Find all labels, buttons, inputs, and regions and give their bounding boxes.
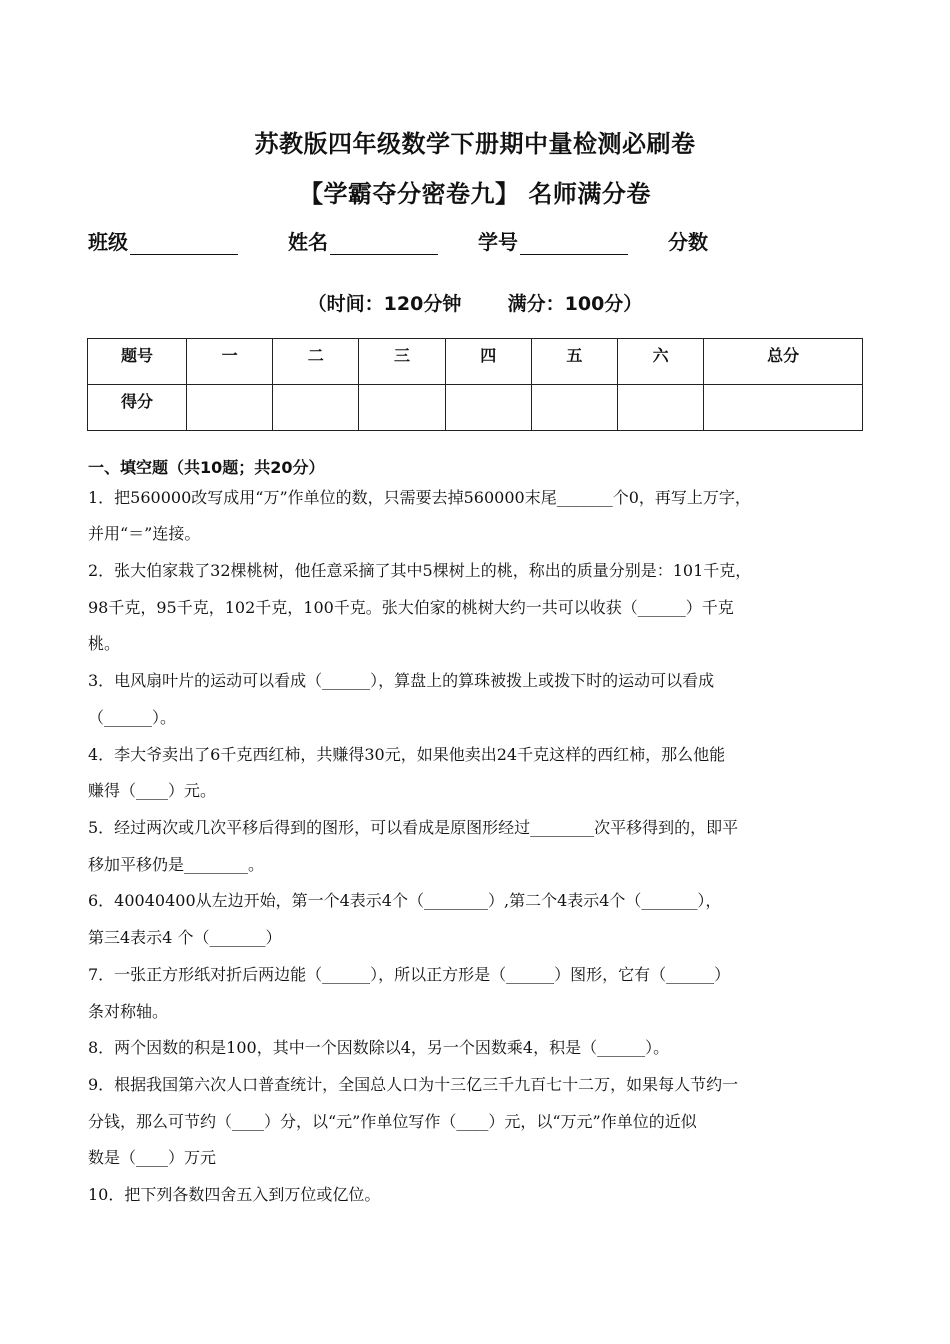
score-table-score-row — [88, 385, 863, 431]
section-title: 一、填空题（共10题；共20分） — [88, 458, 325, 477]
class-label: 班级 — [88, 230, 128, 254]
table-header-cell: 五 — [531, 339, 617, 385]
id-blank — [520, 234, 628, 255]
question-line: 赚得（____）元。 — [88, 781, 217, 800]
question-line: 9．根据我国第六次人口普查统计，全国总人口为十三亿三千九百七十二万，如果每人节约一 — [88, 1075, 739, 1094]
score-table-header-row — [88, 339, 863, 385]
table-header-cell: 六 — [618, 339, 704, 385]
question-line: 3．电风扇叶片的运动可以看成（______），算盘上的算珠被拨上或拨下时的运动可以看成 — [88, 671, 715, 690]
time-line: （时间：120分钟 满分：100分） — [307, 293, 643, 315]
question-line: 条对称轴。 — [88, 1002, 169, 1021]
id-field — [478, 226, 628, 255]
table-header-cell: 总分 — [704, 339, 863, 385]
question-line: 8．两个因数的积是100，其中一个因数除以4，另一个因数乘4，积是（______）。 — [88, 1038, 670, 1057]
score-row-label: 得分 — [88, 385, 187, 431]
score-cell — [273, 385, 359, 431]
question-line: 1．把560000改写成用“万”作单位的数，只需要去掉560000末尾_______个0，再写上万字， — [88, 488, 751, 507]
score-label: 分数 — [668, 230, 708, 254]
exam-subtitle: 【学霸夺分密卷九】 名师满分卷 — [299, 180, 651, 208]
question-line: （______）。 — [88, 708, 177, 727]
class-blank — [130, 234, 238, 255]
student-info-row — [88, 226, 888, 258]
question-line: 第三4表示4 个（_______） — [88, 928, 282, 947]
name-blank — [330, 234, 438, 255]
question-line: 并用“＝”连接。 — [88, 524, 201, 543]
question-line: 6．40040400从左边开始，第一个4表示4个（________）,第二个4表示4个（_______）， — [88, 891, 722, 910]
question-line: 10．把下列各数四舍五入到万位或亿位。 — [88, 1185, 381, 1204]
score-table — [87, 338, 863, 431]
score-cell — [187, 385, 273, 431]
score-cell — [531, 385, 617, 431]
question-line: 7．一张正方形纸对折后两边能（______），所以正方形是（______）图形，它有（______） — [88, 965, 731, 984]
score-field — [668, 226, 708, 255]
class-field — [88, 226, 238, 255]
question-line: 桃。 — [88, 634, 121, 653]
question-line: 分钱，那么可节约（____）分，以“元”作单位写作（____）元，以“万元”作单位的近似 — [88, 1112, 697, 1131]
question-line: 移加平移仍是________。 — [88, 855, 265, 874]
table-header-cell: 三 — [359, 339, 445, 385]
score-cell — [704, 385, 863, 431]
table-header-cell: 二 — [273, 339, 359, 385]
table-header-cell: 一 — [187, 339, 273, 385]
table-header-cell: 题号 — [88, 339, 187, 385]
score-cell — [359, 385, 445, 431]
question-line: 2．张大伯家栽了32棵桃树，他任意采摘了其中5棵树上的桃，称出的质量分别是：101千克， — [88, 561, 752, 580]
table-header-cell: 四 — [445, 339, 531, 385]
name-field — [288, 226, 438, 255]
name-label: 姓名 — [288, 230, 328, 254]
score-cell — [445, 385, 531, 431]
exam-title: 苏教版四年级数学下册期中量检测必刷卷 — [254, 130, 696, 158]
question-line: 98千克，95千克，102千克，100千克。张大伯家的桃树大约一共可以收获（______）千克 — [88, 598, 734, 617]
id-label: 学号 — [478, 230, 518, 254]
question-line: 数是（____）万元 — [88, 1148, 217, 1167]
score-cell — [618, 385, 704, 431]
question-line: 4．李大爷卖出了6千克西红柿，共赚得30元，如果他卖出24千克这样的西红柿，那么他能 — [88, 745, 726, 764]
question-line: 5．经过两次或几次平移后得到的图形，可以看成是原图形经过________次平移得到的，即平 — [88, 818, 739, 837]
